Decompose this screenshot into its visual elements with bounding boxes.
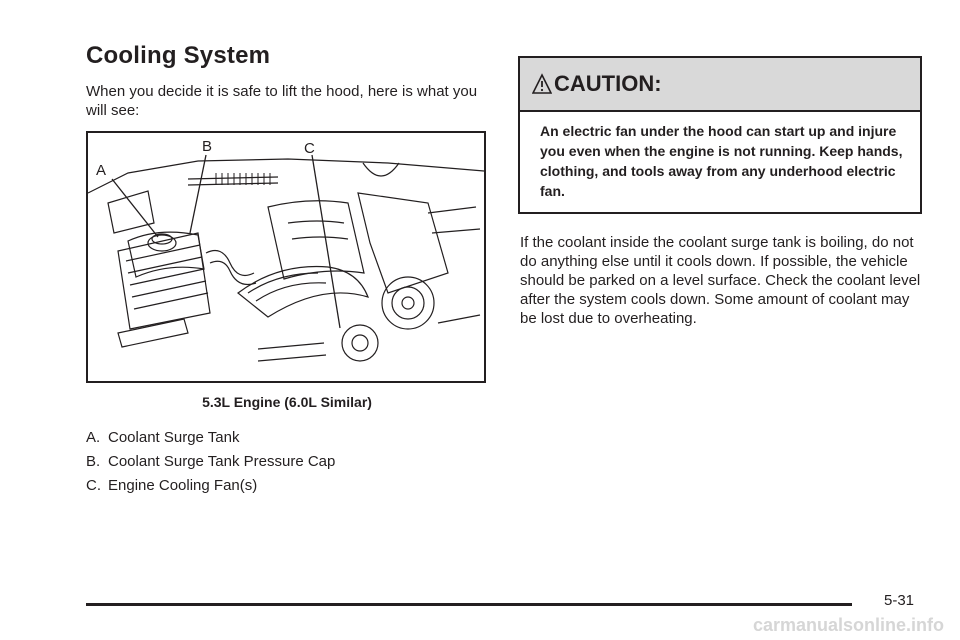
figure-caption: 5.3L Engine (6.0L Similar) [202,394,372,410]
caution-text: An electric fan under the hood can start up and injure you even when the engine is not running. Keep hands, clothing, and tools away from any underhood electric fan. [540,123,903,199]
legend-text: Coolant Surge Tank Pressure Cap [108,453,336,470]
legend-item [86,452,335,471]
legend-letter: B. [86,453,101,470]
engine-line-drawing [88,133,484,381]
legend-letter: C. [86,477,101,494]
intro-text: When you decide it is safe to lift the hood, here is what you will see: [86,83,478,119]
warning-triangle-icon [532,73,552,95]
legend-letter: A. [86,429,101,446]
legend-item [86,476,257,495]
engine-illustration [86,131,486,383]
legend-text: Engine Cooling Fan(s) [108,477,258,494]
callout-b-label: B [202,138,213,155]
page-number: 5-31 [884,592,915,609]
footer-rule [86,603,852,606]
caution-title: CAUTION: [554,71,662,96]
caution-header [520,58,920,112]
watermark: carmanualsonline.info [752,615,944,635]
caution-box [518,56,922,214]
callout-a-label: A [96,162,107,179]
legend-text: Coolant Surge Tank [108,429,240,446]
page-title: Cooling System [86,42,271,69]
callout-c-label: C [304,140,315,157]
callout-c-leader [312,155,340,328]
callout-b-leader [190,155,206,233]
legend-item [86,428,239,447]
coolant-paragraph: If the coolant inside the coolant surge tank is boiling, do not do anything else until it cools down. If possible, the vehicle should be parked on a level surface. Check the coolant level after the system cools down. Some amount of coolant may be lost due to overheating. [520,234,921,327]
